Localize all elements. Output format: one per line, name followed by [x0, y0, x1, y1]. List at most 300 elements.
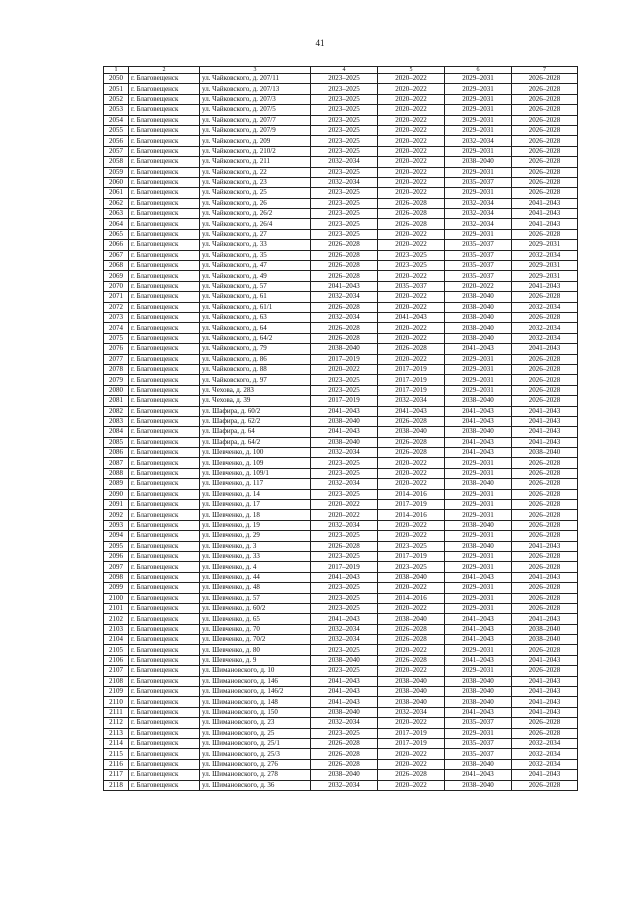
table-row	[104, 406, 578, 416]
period-cell: 2032–2034	[512, 250, 578, 260]
period-cell: 2032–2034	[378, 707, 445, 717]
table-row	[104, 427, 578, 437]
city-cell: г. Благовещенск	[129, 167, 200, 177]
table-row	[104, 281, 578, 291]
period-cell: 2041–2043	[512, 281, 578, 291]
city-cell: г. Благовещенск	[129, 562, 200, 572]
address-cell: ул. Шафира, д. 60/2	[200, 406, 311, 416]
period-cell: 2017–2019	[311, 396, 378, 406]
period-cell: 2023–2025	[311, 385, 378, 395]
period-cell: 2038–2040	[445, 687, 512, 697]
row-number: 2109	[104, 687, 129, 697]
address-cell: ул. Чайковского, д. 57	[200, 281, 311, 291]
address-cell: ул. Шевченко, д. 70	[200, 624, 311, 634]
period-cell: 2020–2022	[378, 302, 445, 312]
address-cell: ул. Шевченко, д. 70/2	[200, 635, 311, 645]
period-cell: 2026–2028	[512, 520, 578, 530]
period-cell: 2029–2031	[445, 94, 512, 104]
address-cell: ул. Шевченко, д. 65	[200, 614, 311, 624]
period-cell: 2023–2025	[311, 666, 378, 676]
period-cell: 2032–2034	[311, 780, 378, 790]
address-cell: ул. Чайковского, д. 211	[200, 157, 311, 167]
period-cell: 2029–2031	[445, 603, 512, 613]
period-cell: 2026–2028	[512, 229, 578, 239]
period-cell: 2041–2043	[512, 209, 578, 219]
city-cell: г. Благовещенск	[129, 676, 200, 686]
row-number: 2107	[104, 666, 129, 676]
city-cell: г. Благовещенск	[129, 541, 200, 551]
row-number: 2116	[104, 759, 129, 769]
period-cell: 2023–2025	[311, 209, 378, 219]
period-cell: 2032–2034	[311, 312, 378, 322]
city-cell: г. Благовещенск	[129, 157, 200, 167]
column-header: 5	[378, 67, 445, 74]
table-row	[104, 375, 578, 385]
period-cell: 2026–2028	[512, 645, 578, 655]
period-cell: 2041–2043	[445, 416, 512, 426]
address-cell: ул. Шевченко, д. 3	[200, 541, 311, 551]
period-cell: 2026–2028	[378, 344, 445, 354]
period-cell: 2038–2040	[445, 396, 512, 406]
period-cell: 2032–2034	[445, 198, 512, 208]
table-row	[104, 458, 578, 468]
period-cell: 2041–2043	[445, 707, 512, 717]
period-cell: 2029–2031	[445, 583, 512, 593]
period-cell: 2041–2043	[512, 655, 578, 665]
period-cell: 2041–2043	[311, 427, 378, 437]
period-cell: 2026–2028	[512, 728, 578, 738]
period-cell: 2032–2034	[512, 749, 578, 759]
period-cell: 2023–2025	[311, 219, 378, 229]
period-cell: 2026–2028	[378, 198, 445, 208]
address-cell: ул. Шимановского, д. 148	[200, 697, 311, 707]
address-cell: ул. Чайковского, д. 63	[200, 312, 311, 322]
period-cell: 2032–2034	[445, 136, 512, 146]
table-row	[104, 780, 578, 790]
table-row	[104, 676, 578, 686]
address-cell: ул. Шевченко, д. 80	[200, 645, 311, 655]
period-cell: 2023–2025	[378, 261, 445, 271]
period-cell: 2035–2037	[445, 261, 512, 271]
city-cell: г. Благовещенск	[129, 219, 200, 229]
period-cell: 2023–2025	[311, 551, 378, 561]
period-cell: 2020–2022	[378, 333, 445, 343]
table-row	[104, 125, 578, 135]
period-cell: 2029–2031	[445, 489, 512, 499]
period-cell: 2038–2040	[311, 437, 378, 447]
address-cell: ул. Шевченко, д. 109/1	[200, 468, 311, 478]
period-cell: 2029–2031	[445, 645, 512, 655]
period-cell: 2023–2025	[311, 146, 378, 156]
period-cell: 2020–2022	[378, 105, 445, 115]
city-cell: г. Благовещенск	[129, 146, 200, 156]
period-cell: 2026–2028	[378, 635, 445, 645]
table-row	[104, 437, 578, 447]
period-cell: 2038–2040	[445, 520, 512, 530]
period-cell: 2038–2040	[445, 479, 512, 489]
row-number: 2096	[104, 551, 129, 561]
city-cell: г. Благовещенск	[129, 437, 200, 447]
period-cell: 2041–2043	[512, 687, 578, 697]
period-cell: 2023–2025	[311, 229, 378, 239]
city-cell: г. Благовещенск	[129, 655, 200, 665]
table-row	[104, 333, 578, 343]
period-cell: 2023–2025	[311, 593, 378, 603]
city-cell: г. Благовещенск	[129, 770, 200, 780]
period-cell: 2023–2025	[311, 489, 378, 499]
address-cell: ул. Чайковского, д. 23	[200, 177, 311, 187]
period-cell: 2026–2028	[378, 448, 445, 458]
period-cell: 2014–2016	[378, 489, 445, 499]
period-cell: 2023–2025	[311, 645, 378, 655]
row-number: 2097	[104, 562, 129, 572]
period-cell: 2032–2034	[311, 157, 378, 167]
row-number: 2102	[104, 614, 129, 624]
period-cell: 2038–2040	[378, 614, 445, 624]
period-cell: 2038–2040	[311, 655, 378, 665]
row-number: 2115	[104, 749, 129, 759]
period-cell: 2020–2022	[378, 468, 445, 478]
address-cell: ул. Шафира, д. 64/2	[200, 437, 311, 447]
period-cell: 2017–2019	[378, 551, 445, 561]
city-cell: г. Благовещенск	[129, 510, 200, 520]
period-cell: 2041–2043	[512, 697, 578, 707]
period-cell: 2038–2040	[445, 302, 512, 312]
city-cell: г. Благовещенск	[129, 74, 200, 84]
period-cell: 2026–2028	[512, 94, 578, 104]
row-number: 2088	[104, 468, 129, 478]
period-cell: 2029–2031	[445, 188, 512, 198]
city-cell: г. Благовещенск	[129, 302, 200, 312]
address-cell: ул. Чайковского, д. 207/13	[200, 84, 311, 94]
period-cell: 2026–2028	[512, 146, 578, 156]
city-cell: г. Благовещенск	[129, 624, 200, 634]
table-row	[104, 94, 578, 104]
period-cell: 2032–2034	[311, 177, 378, 187]
period-cell: 2023–2025	[311, 728, 378, 738]
period-cell: 2020–2022	[378, 718, 445, 728]
row-number: 2110	[104, 697, 129, 707]
period-cell: 2032–2034	[311, 624, 378, 634]
row-number: 2084	[104, 427, 129, 437]
table-row	[104, 312, 578, 322]
address-cell: ул. Шевченко, д. 117	[200, 479, 311, 489]
period-cell: 2017–2019	[378, 375, 445, 385]
table-row	[104, 364, 578, 374]
row-number: 2098	[104, 572, 129, 582]
period-cell: 2026–2028	[512, 84, 578, 94]
period-cell: 2026–2028	[512, 583, 578, 593]
period-cell: 2032–2034	[311, 520, 378, 530]
period-cell: 2026–2028	[512, 531, 578, 541]
period-cell: 2026–2028	[512, 292, 578, 302]
period-cell: 2026–2028	[311, 250, 378, 260]
table-row	[104, 146, 578, 156]
page-number: 41	[315, 38, 325, 48]
period-cell: 2026–2028	[512, 562, 578, 572]
table-row	[104, 167, 578, 177]
row-number: 2103	[104, 624, 129, 634]
city-cell: г. Благовещенск	[129, 718, 200, 728]
row-number: 2094	[104, 531, 129, 541]
period-cell: 2041–2043	[445, 437, 512, 447]
table-row	[104, 572, 578, 582]
row-number: 2080	[104, 385, 129, 395]
row-number: 2051	[104, 84, 129, 94]
table-row	[104, 250, 578, 260]
period-cell: 2041–2043	[512, 541, 578, 551]
period-cell: 2035–2037	[378, 281, 445, 291]
period-cell: 2020–2022	[378, 531, 445, 541]
row-number: 2054	[104, 115, 129, 125]
period-cell: 2026–2028	[311, 323, 378, 333]
city-cell: г. Благовещенск	[129, 707, 200, 717]
period-cell: 2023–2025	[311, 375, 378, 385]
period-cell: 2038–2040	[445, 541, 512, 551]
period-cell: 2026–2028	[311, 240, 378, 250]
period-cell: 2023–2025	[311, 468, 378, 478]
address-cell: ул. Чайковского, д. 209	[200, 136, 311, 146]
city-cell: г. Благовещенск	[129, 375, 200, 385]
period-cell: 2029–2031	[445, 500, 512, 510]
city-cell: г. Благовещенск	[129, 759, 200, 769]
city-cell: г. Благовещенск	[129, 94, 200, 104]
city-cell: г. Благовещенск	[129, 645, 200, 655]
period-cell: 2020–2022	[311, 364, 378, 374]
period-cell: 2038–2040	[311, 344, 378, 354]
period-cell: 2041–2043	[378, 406, 445, 416]
row-number: 2074	[104, 323, 129, 333]
address-cell: ул. Шимановского, д. 146	[200, 676, 311, 686]
city-cell: г. Благовещенск	[129, 229, 200, 239]
period-cell: 2038–2040	[378, 687, 445, 697]
city-cell: г. Благовещенск	[129, 198, 200, 208]
period-cell: 2026–2028	[512, 188, 578, 198]
period-cell: 2038–2040	[445, 323, 512, 333]
period-cell: 2026–2028	[378, 437, 445, 447]
address-cell: ул. Шимановского, д. 150	[200, 707, 311, 717]
period-cell: 2038–2040	[378, 427, 445, 437]
address-cell: ул. Чайковского, д. 64	[200, 323, 311, 333]
table-row	[104, 302, 578, 312]
period-cell: 2041–2043	[445, 614, 512, 624]
period-cell: 2023–2025	[311, 94, 378, 104]
address-cell: ул. Чайковского, д. 79	[200, 344, 311, 354]
period-cell: 2029–2031	[445, 229, 512, 239]
table-row	[104, 728, 578, 738]
period-cell: 2029–2031	[445, 468, 512, 478]
period-cell: 2029–2031	[512, 261, 578, 271]
period-cell: 2026–2028	[378, 655, 445, 665]
row-number: 2086	[104, 448, 129, 458]
row-number: 2081	[104, 396, 129, 406]
period-cell: 2032–2034	[311, 448, 378, 458]
period-cell: 2026–2028	[378, 416, 445, 426]
period-cell: 2026–2028	[512, 396, 578, 406]
period-cell: 2020–2022	[378, 136, 445, 146]
period-cell: 2032–2034	[512, 302, 578, 312]
period-cell: 2029–2031	[445, 385, 512, 395]
address-cell: ул. Чайковского, д. 207/3	[200, 94, 311, 104]
address-cell: ул. Чайковского, д. 61	[200, 292, 311, 302]
address-cell: ул. Чайковского, д. 26/2	[200, 209, 311, 219]
row-number: 2093	[104, 520, 129, 530]
period-cell: 2038–2040	[378, 572, 445, 582]
period-cell: 2017–2019	[311, 354, 378, 364]
table-header-row	[104, 67, 578, 74]
period-cell: 2029–2031	[445, 167, 512, 177]
period-cell: 2020–2022	[378, 780, 445, 790]
period-cell: 2029–2031	[445, 125, 512, 135]
table-row	[104, 396, 578, 406]
city-cell: г. Благовещенск	[129, 271, 200, 281]
city-cell: г. Благовещенск	[129, 614, 200, 624]
address-cell: ул. Чайковского, д. 207/9	[200, 125, 311, 135]
table-row	[104, 229, 578, 239]
address-cell: ул. Шимановского, д. 25	[200, 728, 311, 738]
row-number: 2067	[104, 250, 129, 260]
row-number: 2114	[104, 739, 129, 749]
period-cell: 2023–2025	[378, 541, 445, 551]
table-row	[104, 115, 578, 125]
address-cell: ул. Чайковского, д. 26/4	[200, 219, 311, 229]
period-cell: 2029–2031	[445, 375, 512, 385]
period-cell: 2026–2028	[311, 759, 378, 769]
row-number: 2089	[104, 479, 129, 489]
table-row	[104, 551, 578, 561]
period-cell: 2041–2043	[311, 281, 378, 291]
period-cell: 2026–2028	[512, 489, 578, 499]
address-cell: ул. Шимановского, д. 276	[200, 759, 311, 769]
period-cell: 2041–2043	[512, 344, 578, 354]
period-cell: 2029–2031	[445, 146, 512, 156]
period-cell: 2026–2028	[311, 541, 378, 551]
row-number: 2072	[104, 302, 129, 312]
city-cell: г. Благовещенск	[129, 312, 200, 322]
table-row	[104, 385, 578, 395]
address-cell: ул. Шимановского, д. 25/3	[200, 749, 311, 759]
period-cell: 2020–2022	[378, 583, 445, 593]
address-cell: ул. Шевченко, д. 33	[200, 551, 311, 561]
city-cell: г. Благовещенск	[129, 209, 200, 219]
period-cell: 2041–2043	[445, 655, 512, 665]
city-cell: г. Благовещенск	[129, 177, 200, 187]
city-cell: г. Благовещенск	[129, 136, 200, 146]
table-row	[104, 479, 578, 489]
period-cell: 2026–2028	[512, 312, 578, 322]
row-number: 2079	[104, 375, 129, 385]
period-cell: 2026–2028	[311, 302, 378, 312]
period-cell: 2026–2028	[311, 271, 378, 281]
city-cell: г. Благовещенск	[129, 115, 200, 125]
address-cell: ул. Шафира, д. 64	[200, 427, 311, 437]
period-cell: 2020–2022	[378, 177, 445, 187]
address-cell: ул. Шевченко, д. 29	[200, 531, 311, 541]
period-cell: 2026–2028	[512, 354, 578, 364]
period-cell: 2023–2025	[311, 603, 378, 613]
period-cell: 2032–2034	[311, 718, 378, 728]
table-row	[104, 707, 578, 717]
city-cell: г. Благовещенск	[129, 354, 200, 364]
table-row	[104, 541, 578, 551]
city-cell: г. Благовещенск	[129, 84, 200, 94]
period-cell: 2041–2043	[512, 707, 578, 717]
period-cell: 2029–2031	[445, 74, 512, 84]
period-cell: 2032–2034	[512, 323, 578, 333]
row-number: 2092	[104, 510, 129, 520]
table-row	[104, 603, 578, 613]
period-cell: 2041–2043	[512, 198, 578, 208]
city-cell: г. Благовещенск	[129, 292, 200, 302]
city-cell: г. Благовещенск	[129, 739, 200, 749]
address-cell: ул. Шевченко, д. 19	[200, 520, 311, 530]
address-cell: ул. Шевченко, д. 4	[200, 562, 311, 572]
row-number: 2059	[104, 167, 129, 177]
table-row	[104, 219, 578, 229]
period-cell: 2026–2028	[512, 177, 578, 187]
period-cell: 2020–2022	[378, 115, 445, 125]
period-cell: 2041–2043	[311, 572, 378, 582]
period-cell: 2041–2043	[311, 676, 378, 686]
address-cell: ул. Шевченко, д. 60/2	[200, 603, 311, 613]
period-cell: 2038–2040	[445, 312, 512, 322]
period-cell: 2026–2028	[311, 739, 378, 749]
period-cell: 2035–2037	[445, 250, 512, 260]
row-number: 2101	[104, 603, 129, 613]
period-cell: 2026–2028	[512, 593, 578, 603]
period-cell: 2041–2043	[512, 676, 578, 686]
table-row	[104, 84, 578, 94]
period-cell: 2032–2034	[512, 333, 578, 343]
address-cell: ул. Шимановского, д. 278	[200, 770, 311, 780]
column-header: 2	[129, 67, 200, 74]
table-row	[104, 759, 578, 769]
column-header: 3	[200, 67, 311, 74]
row-number: 2112	[104, 718, 129, 728]
period-cell: 2035–2037	[445, 240, 512, 250]
address-cell: ул. Шевченко, д. 48	[200, 583, 311, 593]
period-cell: 2020–2022	[378, 188, 445, 198]
address-cell: ул. Чайковского, д. 35	[200, 250, 311, 260]
table-row	[104, 687, 578, 697]
address-cell: ул. Шимановского, д. 146/2	[200, 687, 311, 697]
period-cell: 2020–2022	[378, 292, 445, 302]
period-cell: 2041–2043	[445, 406, 512, 416]
table-row	[104, 583, 578, 593]
row-number: 2106	[104, 655, 129, 665]
city-cell: г. Благовещенск	[129, 281, 200, 291]
period-cell: 2038–2040	[512, 635, 578, 645]
period-cell: 2020–2022	[378, 229, 445, 239]
address-cell: ул. Шевченко, д. 109	[200, 458, 311, 468]
table-row	[104, 645, 578, 655]
column-header: 7	[512, 67, 578, 74]
period-cell: 2038–2040	[311, 707, 378, 717]
period-cell: 2035–2037	[445, 718, 512, 728]
period-cell: 2029–2031	[512, 240, 578, 250]
address-cell: ул. Чайковского, д. 61/1	[200, 302, 311, 312]
city-cell: г. Благовещенск	[129, 385, 200, 395]
period-cell: 2041–2043	[512, 416, 578, 426]
address-cell: ул. Чайковского, д. 25	[200, 188, 311, 198]
table-row	[104, 531, 578, 541]
row-number: 2070	[104, 281, 129, 291]
period-cell: 2041–2043	[445, 770, 512, 780]
period-cell: 2026–2028	[512, 136, 578, 146]
table-row	[104, 323, 578, 333]
row-number: 2069	[104, 271, 129, 281]
city-cell: г. Благовещенск	[129, 687, 200, 697]
